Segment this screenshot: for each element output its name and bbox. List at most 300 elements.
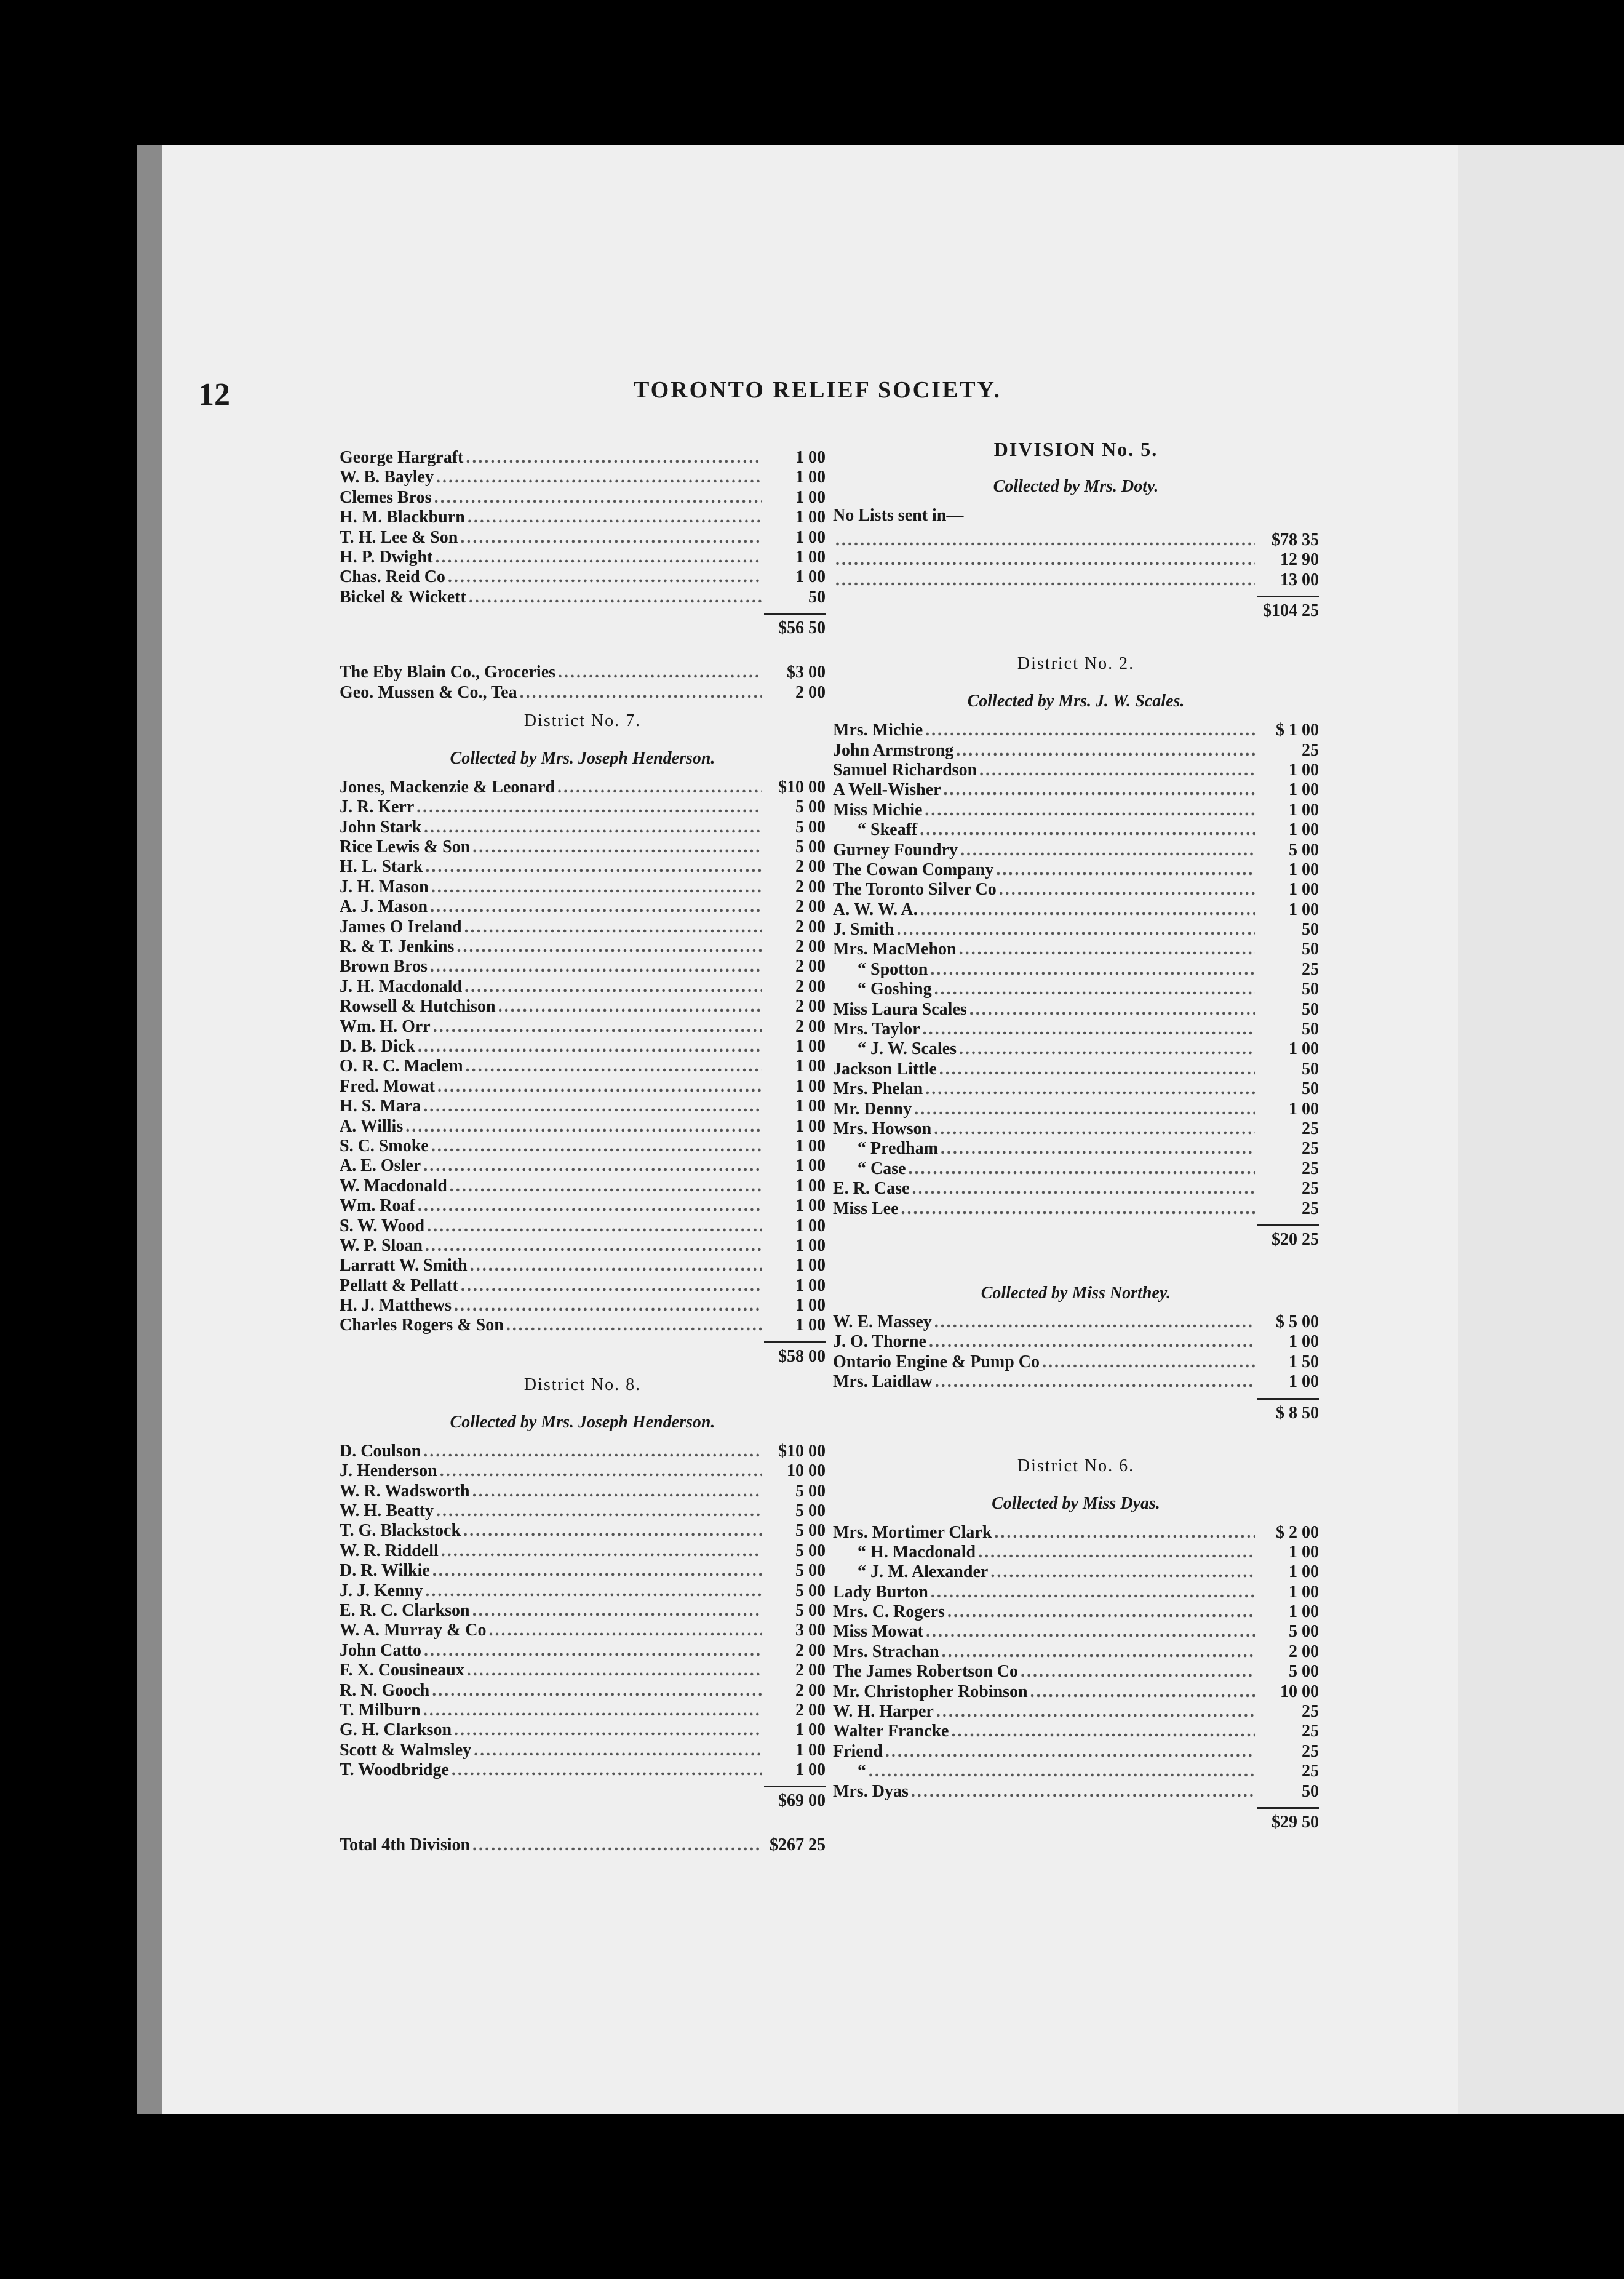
entry-amount: 1 00 xyxy=(795,547,826,567)
entry-name: J. H. Macdonald xyxy=(340,976,463,996)
list-item xyxy=(340,877,826,897)
entry-name: Bickel & Wickett xyxy=(340,587,466,607)
list-item xyxy=(340,897,826,917)
division-heading: DIVISION No. 5. xyxy=(993,438,1158,460)
entry-amount: 50 xyxy=(1302,1781,1319,1801)
entry-name: Pellatt & Pellatt xyxy=(340,1275,458,1295)
leader-dots xyxy=(423,1442,762,1461)
leader-dots xyxy=(434,488,762,508)
entry-amount: 1 00 xyxy=(795,448,826,467)
entry-amount: 1 00 xyxy=(795,1235,826,1255)
leader-dots xyxy=(885,1742,1255,1762)
entry-name: Larratt W. Smith xyxy=(340,1256,468,1275)
entry-name: “ H. Macdonald xyxy=(858,1542,976,1562)
entry-name: Clemes Bros xyxy=(340,487,432,507)
entry-amount: 5 00 xyxy=(1289,840,1319,860)
entry-name: “ Case xyxy=(858,1159,906,1178)
entry-name: D. Coulson xyxy=(340,1441,421,1461)
list-item xyxy=(833,800,1319,820)
list-item xyxy=(340,1641,826,1661)
entry-name: A. J. Mason xyxy=(340,897,428,917)
leader-dots xyxy=(454,1720,762,1740)
list-item xyxy=(340,488,826,508)
list-item xyxy=(833,1702,1319,1722)
entry-amount: 2 00 xyxy=(795,1661,826,1680)
entry-name: Chas. Reid Co xyxy=(340,567,445,587)
leader-dots xyxy=(558,663,762,682)
entry-name: D. B. Dick xyxy=(340,1036,415,1056)
entry-amount: 1 00 xyxy=(795,1740,826,1760)
leader-dots xyxy=(423,1096,762,1116)
district-6-list xyxy=(833,1523,1319,1802)
entry-name: Ontario Engine & Pump Co xyxy=(833,1352,1040,1371)
list-item xyxy=(340,937,826,957)
leader-dots xyxy=(448,567,762,587)
leader-dots xyxy=(996,860,1255,880)
leader-dots xyxy=(440,1461,762,1481)
entry-name: Mrs. Mortimer Clark xyxy=(833,1522,992,1542)
leader-dots xyxy=(941,1139,1255,1159)
entry-name: Scott & Walmsley xyxy=(340,1740,472,1760)
entry-amount: 5 00 xyxy=(795,817,826,837)
entry-amount: 1 00 xyxy=(795,1256,826,1275)
entry-amount: 2 00 xyxy=(795,937,826,957)
leader-dots xyxy=(959,940,1255,959)
leader-dots xyxy=(897,920,1255,940)
entry-name: Wm. Roaf xyxy=(340,1196,415,1216)
northey-list xyxy=(833,1312,1319,1392)
list-item xyxy=(833,1352,1319,1372)
leader-dots xyxy=(1042,1352,1255,1372)
leader-dots xyxy=(978,1543,1255,1562)
entry-amount: 5 00 xyxy=(795,837,826,857)
list-item xyxy=(833,1199,1319,1219)
list-item xyxy=(833,880,1319,900)
entry-name: Miss Lee xyxy=(833,1199,899,1218)
list-item xyxy=(833,860,1319,880)
entry-amount: 13 00 xyxy=(1280,570,1319,589)
entry-name: “ J. M. Alexander xyxy=(858,1562,989,1582)
leader-dots xyxy=(464,977,762,997)
entry-amount: 25 xyxy=(1302,1702,1319,1722)
no-lists-note: No Lists sent in— xyxy=(833,506,964,525)
entry-amount: 1 00 xyxy=(795,1315,826,1335)
list-item xyxy=(833,1312,1319,1332)
district-heading: District No. 8. xyxy=(523,1375,642,1394)
district-8-list xyxy=(340,1442,826,1781)
leader-dots xyxy=(911,1782,1255,1802)
leader-dots xyxy=(947,1602,1255,1622)
entry-amount: 1 00 xyxy=(795,567,826,587)
entry-name: Gurney Foundry xyxy=(833,840,958,860)
entry-amount: 5 00 xyxy=(795,1561,826,1581)
entry-amount: 25 xyxy=(1302,1722,1319,1741)
entry-name: O. R. C. Maclem xyxy=(340,1056,463,1076)
leader-dots xyxy=(925,1079,1255,1099)
entry-name: W. R. Riddell xyxy=(340,1541,439,1560)
collector-line: Collected by Mrs. J. W. Scales. xyxy=(967,692,1185,711)
entry-amount: $ 2 00 xyxy=(1276,1522,1319,1542)
list-item xyxy=(340,1561,826,1581)
entry-amount: 10 00 xyxy=(787,1461,826,1481)
entry-name: George Hargraft xyxy=(340,448,464,467)
entry-name: Mrs. Howson xyxy=(833,1119,932,1138)
entry-amount: 50 xyxy=(1302,920,1319,940)
leader-dots xyxy=(436,468,762,487)
list-item xyxy=(833,1722,1319,1741)
list-item xyxy=(833,1139,1319,1159)
entry-name: Brown Bros xyxy=(340,957,428,976)
entry-amount: 25 xyxy=(1302,1762,1319,1781)
entry-amount: 1 00 xyxy=(1289,1582,1319,1602)
leader-dots xyxy=(979,760,1255,780)
entry-name: W. B. Bayley xyxy=(340,468,434,487)
list-item xyxy=(340,857,826,877)
leader-dots xyxy=(454,1296,762,1315)
entry-amount: 1 00 xyxy=(1289,1372,1319,1392)
list-item xyxy=(833,1060,1319,1079)
leader-dots xyxy=(467,1661,762,1680)
entry-amount: 5 00 xyxy=(795,1600,826,1620)
list-item xyxy=(833,780,1319,800)
list-item xyxy=(340,588,826,607)
entry-amount: 2 00 xyxy=(795,1640,826,1660)
list-item xyxy=(340,1541,826,1561)
entry-name: Mrs. MacMehon xyxy=(833,940,957,959)
leader-dots xyxy=(472,1482,762,1501)
list-item xyxy=(833,1562,1319,1582)
district-7-list xyxy=(340,778,826,1336)
leader-dots xyxy=(441,1541,762,1561)
list-item xyxy=(340,1461,826,1481)
entry-amount: 1 00 xyxy=(1289,1562,1319,1582)
entry-name: The Cowan Company xyxy=(833,860,994,879)
list-item xyxy=(340,1442,826,1461)
entry-name: “ Goshing xyxy=(858,980,932,999)
collector-line: Collected by Mrs. Joseph Henderson. xyxy=(450,1412,715,1432)
entry-amount: 2 00 xyxy=(795,957,826,976)
entry-name: John Catto xyxy=(340,1640,422,1660)
entry-name: Mrs. Laidlaw xyxy=(833,1372,933,1392)
leader-dots xyxy=(934,1119,1255,1139)
list-item xyxy=(340,1501,826,1521)
list-item xyxy=(340,1216,826,1236)
list-item xyxy=(340,797,826,817)
goods-list xyxy=(340,663,826,703)
leader-dots xyxy=(461,1276,762,1296)
entry-amount: 1 00 xyxy=(795,1156,826,1176)
entry-amount: 25 xyxy=(1302,1741,1319,1761)
list-item xyxy=(340,1581,826,1601)
entry-name: W. H. Harper xyxy=(833,1702,934,1722)
entry-amount: 1 00 xyxy=(795,1056,826,1076)
leader-dots xyxy=(951,1722,1255,1741)
division-5-list xyxy=(833,530,1319,590)
list-item xyxy=(833,1159,1319,1179)
list-item xyxy=(833,840,1319,860)
leader-dots xyxy=(929,1332,1255,1352)
leader-dots xyxy=(418,1196,762,1216)
list-item xyxy=(833,1079,1319,1099)
entry-name: J. Smith xyxy=(833,920,894,940)
entry-name: Jackson Little xyxy=(833,1059,937,1079)
leader-dots xyxy=(934,1312,1255,1332)
list-item xyxy=(833,741,1319,760)
list-item xyxy=(340,1296,826,1315)
list-item xyxy=(833,1642,1319,1662)
list-item xyxy=(833,1602,1319,1622)
leader-dots xyxy=(418,1037,762,1056)
entry-amount: 1 00 xyxy=(1289,1542,1319,1562)
entry-amount: 1 00 xyxy=(795,1116,826,1136)
leader-dots xyxy=(463,1521,762,1541)
leader-dots xyxy=(472,837,762,857)
entry-name: Mr. Christopher Robinson xyxy=(833,1682,1028,1701)
list-item xyxy=(340,1681,826,1701)
entry-name: Lady Burton xyxy=(833,1582,928,1602)
leader-dots xyxy=(1030,1682,1255,1702)
list-item xyxy=(340,1256,826,1275)
subtotal: $ 8 50 xyxy=(833,1392,1319,1423)
entry-name: Samuel Richardson xyxy=(833,760,977,780)
entry-amount: 1 00 xyxy=(1289,1332,1319,1352)
entry-name: Rice Lewis & Son xyxy=(340,837,471,857)
entry-name: John Armstrong xyxy=(833,740,954,760)
leader-dots xyxy=(432,1681,762,1701)
entry-amount: 1 00 xyxy=(1289,800,1319,820)
entry-amount: 3 00 xyxy=(795,1621,826,1640)
entry-name: “ Skeaff xyxy=(858,820,918,840)
entry-name: Walter Francke xyxy=(833,1722,949,1741)
leader-dots xyxy=(944,780,1255,800)
leader-dots xyxy=(835,550,1255,570)
list-item xyxy=(833,1119,1319,1139)
left-column xyxy=(340,448,826,1856)
leader-dots xyxy=(901,1199,1255,1219)
entry-amount: 1 00 xyxy=(795,1096,826,1116)
entry-amount: 5 00 xyxy=(795,1481,826,1501)
leader-dots xyxy=(920,820,1255,840)
leader-dots xyxy=(925,800,1255,820)
list-item xyxy=(833,1039,1319,1059)
list-item xyxy=(833,530,1319,550)
entry-amount: 25 xyxy=(1302,740,1319,760)
list-item xyxy=(340,1760,826,1780)
leader-dots xyxy=(869,1762,1255,1781)
collector-line: Collected by Miss Northey. xyxy=(981,1283,1171,1303)
leader-dots xyxy=(956,741,1255,760)
leader-dots xyxy=(425,1581,762,1601)
list-item xyxy=(340,1176,826,1196)
list-item xyxy=(833,760,1319,780)
list-item xyxy=(340,1236,826,1256)
entry-name: T. Woodbridge xyxy=(340,1760,449,1780)
entry-name: W. P. Sloan xyxy=(340,1235,423,1255)
leader-dots xyxy=(959,1039,1255,1059)
entry-amount: 1 00 xyxy=(795,1275,826,1295)
entry-name: John Stark xyxy=(340,817,422,837)
entry-name: H. S. Mara xyxy=(340,1096,421,1116)
entry-amount: 2 00 xyxy=(1289,1642,1319,1661)
list-item xyxy=(340,957,826,976)
list-item xyxy=(833,1523,1319,1543)
entry-amount: 2 00 xyxy=(795,917,826,936)
entry-amount: 5 00 xyxy=(795,1501,826,1521)
entry-name: H. M. Blackburn xyxy=(340,508,465,527)
entry-name: H. J. Matthews xyxy=(340,1296,452,1315)
leader-dots xyxy=(436,1501,762,1521)
entry-name: A. Willis xyxy=(340,1116,404,1136)
list-item xyxy=(340,683,826,703)
list-item xyxy=(340,1056,826,1076)
list-item xyxy=(833,1622,1319,1642)
entry-name: D. R. Wilkie xyxy=(340,1561,430,1581)
entry-name: Mrs. Strachan xyxy=(833,1642,939,1661)
entry-name: Mrs. Michie xyxy=(833,720,923,740)
subtotal: $69 00 xyxy=(340,1780,826,1811)
leader-dots xyxy=(424,1641,762,1661)
entry-name: W. H. Beatty xyxy=(340,1501,434,1521)
collector-line: Collected by Miss Dyas. xyxy=(992,1493,1160,1513)
leader-dots xyxy=(969,1000,1255,1020)
entry-amount: 50 xyxy=(1302,999,1319,1019)
entry-amount: 5 00 xyxy=(795,797,826,817)
leader-dots xyxy=(1021,1662,1255,1682)
list-item xyxy=(833,980,1319,999)
right-column xyxy=(833,431,1319,1832)
entry-name: Jones, Mackenzie & Leonard xyxy=(340,777,555,797)
list-item xyxy=(833,820,1319,840)
entry-amount: 25 xyxy=(1302,1119,1319,1138)
leader-dots xyxy=(433,1017,762,1037)
leader-dots xyxy=(432,1561,762,1581)
entry-amount: 5 00 xyxy=(1289,1662,1319,1682)
entry-name: T. G. Blackstock xyxy=(340,1521,461,1541)
entry-amount: 1 00 xyxy=(1289,860,1319,879)
entry-amount: 1 00 xyxy=(795,1720,826,1740)
list-item xyxy=(833,1332,1319,1352)
entry-amount: 1 00 xyxy=(1289,900,1319,919)
entry-name: A. E. Osler xyxy=(340,1156,421,1176)
list-item xyxy=(340,1315,826,1335)
entry-amount: 10 00 xyxy=(1280,1682,1319,1701)
leader-dots xyxy=(430,897,762,917)
entry-name: G. H. Clarkson xyxy=(340,1720,452,1740)
entry-name: A. W. W. A. xyxy=(833,900,918,919)
leader-dots xyxy=(470,1256,762,1275)
list-item xyxy=(833,550,1319,570)
collector-line: Collected by Mrs. Joseph Henderson. xyxy=(450,748,715,768)
top-list xyxy=(340,448,826,607)
entry-amount: $10 00 xyxy=(778,1441,826,1461)
entry-amount: $ 5 00 xyxy=(1276,1312,1319,1331)
entry-amount: 1 00 xyxy=(795,1216,826,1235)
entry-amount: 2 00 xyxy=(795,1016,826,1036)
leader-dots xyxy=(464,917,762,937)
entry-amount: 50 xyxy=(1302,1079,1319,1099)
leader-dots xyxy=(489,1621,762,1640)
entry-amount: 12 90 xyxy=(1280,550,1319,570)
entry-amount: $78 35 xyxy=(1272,530,1319,549)
entry-name: J. Henderson xyxy=(340,1461,437,1481)
leader-dots xyxy=(469,588,762,607)
leader-dots xyxy=(914,1100,1255,1119)
leader-dots xyxy=(557,778,762,797)
entry-name: Mrs. Phelan xyxy=(833,1079,923,1099)
running-title: TORONTO RELIEF SOCIETY. xyxy=(634,377,1002,403)
entry-amount: 1 00 xyxy=(795,1136,826,1155)
list-item xyxy=(340,1720,826,1740)
entry-amount: 25 xyxy=(1302,959,1319,979)
list-item xyxy=(340,1601,826,1621)
entry-name: R. & T. Jenkins xyxy=(340,937,455,957)
entry-name: Miss Laura Scales xyxy=(833,999,967,1019)
leader-dots xyxy=(931,1583,1255,1602)
entry-name: J. H. Mason xyxy=(340,877,429,896)
list-item xyxy=(340,837,826,857)
leader-dots xyxy=(437,1077,762,1096)
leader-dots xyxy=(925,720,1255,740)
entry-amount: 2 00 xyxy=(795,857,826,877)
leader-dots xyxy=(926,1622,1255,1642)
entry-name: F. X. Cousineaux xyxy=(340,1661,464,1680)
entry-amount: 50 xyxy=(1302,1020,1319,1039)
entry-amount: 50 xyxy=(1302,980,1319,999)
list-item xyxy=(833,570,1319,590)
entry-amount: 1 00 xyxy=(795,468,826,487)
entry-amount: 1 00 xyxy=(795,508,826,527)
subtotal: $56 50 xyxy=(340,607,826,638)
leader-dots xyxy=(474,1741,762,1760)
entry-amount: 50 xyxy=(808,587,826,607)
entry-amount: 1 00 xyxy=(1289,1602,1319,1622)
entry-amount: 5 00 xyxy=(795,1581,826,1600)
entry-amount: 5 00 xyxy=(795,1541,826,1560)
leader-dots xyxy=(520,683,762,703)
district-2-list xyxy=(833,720,1319,1219)
entry-name: Charles Rogers & Son xyxy=(340,1315,504,1335)
entry-name: E. R. Case xyxy=(833,1179,910,1199)
entry-amount: $10 00 xyxy=(778,777,826,797)
leader-dots xyxy=(452,1760,762,1780)
entry-name: J. J. Kenny xyxy=(340,1581,423,1600)
list-item xyxy=(340,997,826,1016)
subtotal: $104 25 xyxy=(833,590,1319,621)
entry-name: W. A. Murray & Co xyxy=(340,1621,487,1640)
list-item xyxy=(340,1196,826,1216)
entry-amount: 1 00 xyxy=(795,1196,826,1216)
list-item xyxy=(340,468,826,487)
entry-amount: 1 00 xyxy=(795,1760,826,1780)
grand-total-row: Total 4th Division ..... $267 25 xyxy=(340,1835,826,1855)
list-item xyxy=(340,1521,826,1541)
subtotal: $58 00 xyxy=(340,1336,826,1367)
entry-amount: 2 00 xyxy=(795,1680,826,1700)
entry-name: W. Macdonald xyxy=(340,1176,447,1195)
list-item xyxy=(833,960,1319,980)
collector-line: Collected by Mrs. Doty. xyxy=(993,477,1159,496)
entry-amount: $3 00 xyxy=(787,663,826,682)
entry-name: Friend xyxy=(833,1741,883,1761)
leader-dots xyxy=(960,840,1255,860)
entry-amount: 25 xyxy=(1302,1159,1319,1178)
list-item xyxy=(340,1077,826,1096)
list-item xyxy=(340,448,826,468)
leader-dots xyxy=(456,937,762,957)
entry-amount: 25 xyxy=(1302,1139,1319,1159)
list-item xyxy=(340,1741,826,1760)
entry-amount: 50 xyxy=(1302,1059,1319,1079)
